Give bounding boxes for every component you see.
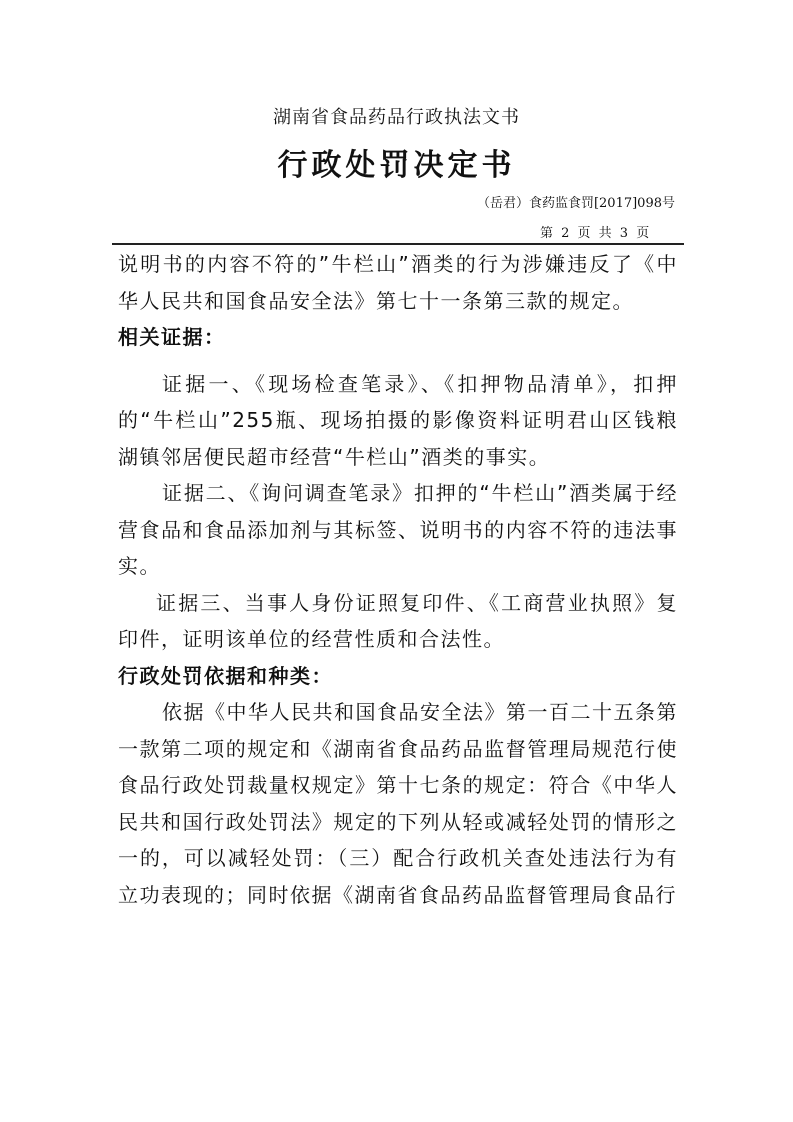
spacer bbox=[118, 356, 678, 366]
header-divider bbox=[112, 243, 684, 245]
document-number: （岳君）食药监食罚[2017]098号 bbox=[476, 196, 675, 211]
page-indicator: 第 2 页 共 3 页 bbox=[540, 226, 650, 241]
evidence-three-paragraph: 证据三、当事人身份证照复印件、《工商营业执照》复印件，证明该单位的经营性质和合法性。 bbox=[118, 590, 678, 651]
penalty-basis-paragraph: 依据《中华人民共和国食品安全法》第一百二十五条第一款第二项的规定和《湖南省食品药品监督管理局规范行使食品行政处罚裁量权规定》第十七条的规定：符合《中华人民共和国行政处罚法》规定的下列从轻或减轻处罚的情形之一的，可以减轻处罚：（三）配合行政机关查处违法行为有立功表现的；同时依据《湖南省食品药品监督管理局食品行 bbox=[118, 700, 678, 907]
document-title: 行政处罚决定书 bbox=[277, 148, 516, 183]
continuation-paragraph: 说明书的内容不符的”牛栏山”酒类的行为涉嫌违反了《中华人民共和国食品安全法》第七十一条第三款的规定。 bbox=[118, 252, 678, 313]
document-body bbox=[118, 246, 678, 913]
evidence-heading: 相关证据： bbox=[118, 325, 226, 349]
evidence-two-paragraph: 证据二、《询问调查笔录》扣押的“牛栏山”酒类属于经营食品和食品添加剂与其标签、说明书的内容不符的违法事实。 bbox=[118, 481, 678, 578]
agency-header: 湖南省食品药品行政执法文书 bbox=[273, 107, 520, 128]
evidence-one-paragraph: 证据一、《现场检查笔录》、《扣押物品清单》，扣押的“牛栏山”255瓶、现场拍摄的影像资料证明君山区钱粮湖镇邻居便民超市经营“牛栏山”酒类的事实。 bbox=[118, 371, 678, 469]
penalty-basis-heading: 行政处罚依据和种类： bbox=[118, 663, 333, 688]
